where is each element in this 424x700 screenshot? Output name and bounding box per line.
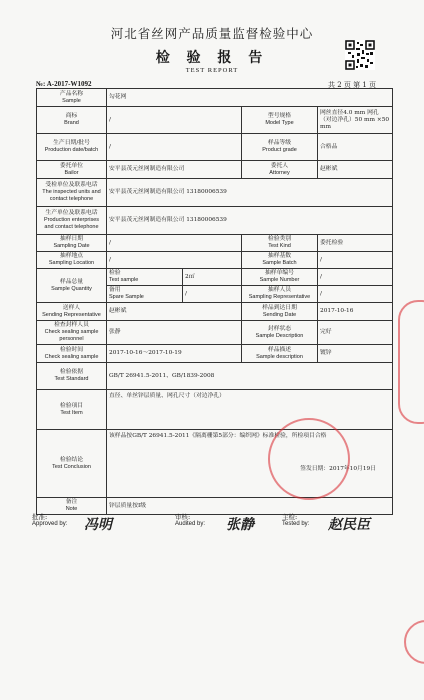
label-bailor: 委托单位 Bailor bbox=[37, 161, 107, 179]
value-sending-date: 2017-10-16 bbox=[318, 303, 393, 321]
tested-signature: 赵民臣 bbox=[328, 517, 370, 533]
row-check-personnel bbox=[37, 321, 393, 345]
issue-date: 签发日期：2017年10月19日 bbox=[300, 466, 377, 472]
row-note bbox=[37, 498, 393, 515]
label-sample-desc: 封样状态 Sample Description bbox=[242, 321, 318, 345]
value-attorney: 赵彬斌 bbox=[318, 161, 393, 179]
value-check-time: 2017-10-16～2017-10-19 bbox=[107, 345, 242, 363]
row-brand bbox=[37, 107, 393, 134]
value-sample-batch: / bbox=[318, 252, 393, 269]
row-production-enterprise bbox=[37, 207, 393, 235]
label-sampling-date: 抽样日期 Sampling Date bbox=[37, 235, 107, 252]
row-production-date bbox=[37, 134, 393, 161]
edge-seal bbox=[404, 620, 424, 664]
row-sampling-location bbox=[37, 252, 393, 269]
label-check-time: 检验时间 Check sealing sample bbox=[37, 345, 107, 363]
label-attorney: 委托人 Attorney bbox=[242, 161, 318, 179]
value-production-date: / bbox=[107, 134, 242, 161]
value-inspected-unit: 安平县茂元丝网制造有限公司 13180006539 bbox=[107, 179, 393, 207]
label-grade: 样品等级 Product grade bbox=[242, 134, 318, 161]
label-production-enterprise: 生产单位及联系电话 Production enterprises and contact telephone bbox=[37, 207, 107, 235]
value-note: 锌层质量按Ⅰ级 bbox=[107, 498, 393, 515]
row-sample-quantity-test bbox=[37, 269, 393, 286]
label-test-standard: 检验依据 Test Standard bbox=[37, 363, 107, 390]
value-test-kind: 委托检验 bbox=[318, 235, 393, 252]
value-sample-state: 镀锌 bbox=[318, 345, 393, 363]
value-sample-desc: 完好 bbox=[318, 321, 393, 345]
tested-by: 主检: Tested by: bbox=[282, 513, 310, 527]
qr-code-icon bbox=[345, 40, 375, 70]
label-sampling-location: 抽样地点 Sampling Location bbox=[37, 252, 107, 269]
value-model: 网丝直径4.0 mm 网孔（对边净孔）50 mm ×50 mm bbox=[318, 107, 393, 134]
label-sending-date: 样品到达日期 Sending Date bbox=[242, 303, 318, 321]
label-brand: 商标 Brand bbox=[37, 107, 107, 134]
value-grade: 合格品 bbox=[318, 134, 393, 161]
value-test-item: 直径、单丝锌层质量、网孔尺寸（对边净孔） bbox=[107, 390, 393, 430]
label-sample-batch: 抽样基数 Sample Batch bbox=[242, 252, 318, 269]
organization-name: 河北省丝网产品质量监督检验中心 bbox=[110, 26, 314, 41]
conclusion-text: 该样品按GB/T 26941.5-2011《隔离栅第5部分：编织网》标准检验，所检项目合格 bbox=[109, 433, 327, 439]
row-sampling-date bbox=[37, 235, 393, 252]
value-sampling-date: / bbox=[107, 235, 242, 252]
value-test-sample: 2㎡ bbox=[183, 269, 242, 286]
value-check-personnel: 张静 bbox=[107, 321, 242, 345]
label-sample-number: 抽样单编号 Sample Number bbox=[242, 269, 318, 286]
report-number: №: A-2017-W1092 bbox=[36, 80, 92, 88]
label-spare-sample: 备用 Spare Sample bbox=[107, 286, 183, 303]
label-test-sample: 检验 Test sample bbox=[107, 269, 183, 286]
value-sampling-representative: / bbox=[318, 286, 393, 303]
value-bailor: 安平县茂元丝网制造有限公司 bbox=[107, 161, 242, 179]
audited-by: 审核: Audited by: bbox=[175, 513, 206, 527]
audited-signature: 张静 bbox=[226, 517, 254, 533]
label-model: 型号规格 Model Type bbox=[242, 107, 318, 134]
row-test-item bbox=[37, 390, 393, 430]
row-sending bbox=[37, 303, 393, 321]
official-seal bbox=[268, 418, 350, 500]
label-test-item: 检验项目 Test Item bbox=[37, 390, 107, 430]
value-sample-number: / bbox=[318, 269, 393, 286]
row-product-name bbox=[37, 89, 393, 107]
label-conclusion: 检验结论 Test Conclusion bbox=[37, 430, 107, 498]
label-inspected-unit: 受检单位及联系电话 The inspected units and contact telephone bbox=[37, 179, 107, 207]
label-note: 备注 Note bbox=[37, 498, 107, 515]
value-sending-representative: 赵彬斌 bbox=[107, 303, 242, 321]
label-test-kind: 检验类别 Test Kind bbox=[242, 235, 318, 252]
label-product-name: 产品名称 Sample bbox=[37, 89, 107, 107]
label-check-personnel: 检查封样人员 Check sealing sample personnel bbox=[37, 321, 107, 345]
value-production-enterprise: 安平县茂元丝网制造有限公司 13180006539 bbox=[107, 207, 393, 235]
page-count: 共 2 页 第 1 页 bbox=[328, 81, 377, 89]
value-test-standard: GB/T 26941.5-2011、GB/1839-2008 bbox=[107, 363, 393, 390]
label-sampling-representative: 抽样人员 Sampling Representative bbox=[242, 286, 318, 303]
value-sampling-location: / bbox=[107, 252, 242, 269]
value-product-name: 勾花网 bbox=[107, 89, 393, 107]
value-spare-sample: / bbox=[183, 286, 242, 303]
label-sample-quantity: 样品总量 Sample Quantity bbox=[37, 269, 107, 303]
seam-seal bbox=[398, 300, 424, 424]
approved-signature: 冯明 bbox=[84, 517, 112, 533]
report-title-english: TEST REPORT bbox=[185, 67, 239, 74]
label-sample-state: 样品描述 Sample description bbox=[242, 345, 318, 363]
row-test-standard bbox=[37, 363, 393, 390]
approved-by: 批准: Approved by: bbox=[32, 513, 68, 527]
row-inspected-unit bbox=[37, 179, 393, 207]
value-brand: / bbox=[107, 107, 242, 134]
label-production-date: 生产日期/批号 Production date/batch bbox=[37, 134, 107, 161]
label-sending-representative: 送样人 Sending Representative bbox=[37, 303, 107, 321]
row-check-time bbox=[37, 345, 393, 363]
row-bailor bbox=[37, 161, 393, 179]
report-title: 检 验 报 告 bbox=[155, 50, 269, 66]
